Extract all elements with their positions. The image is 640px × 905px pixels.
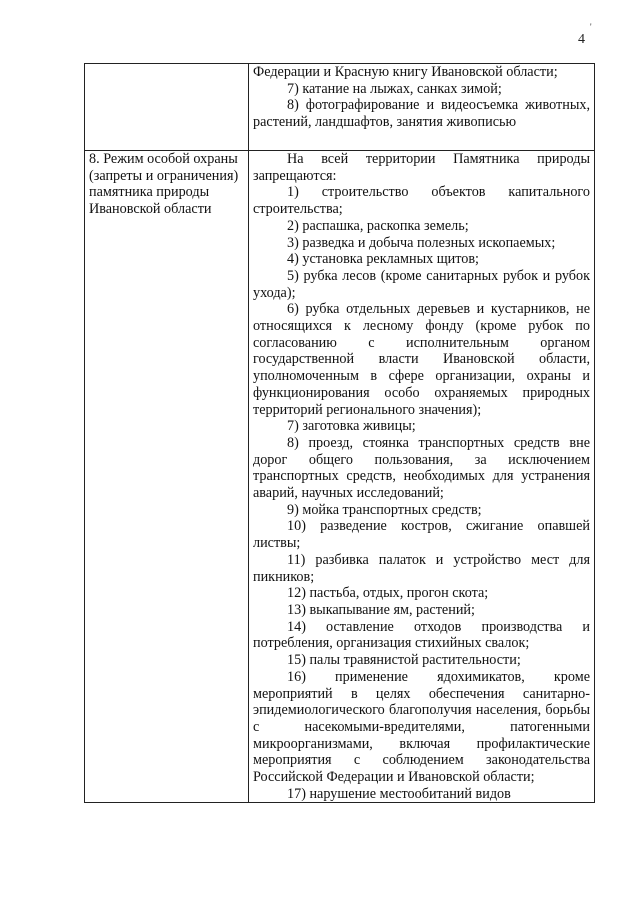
table-cell-right: [249, 64, 595, 151]
table-cell-left: [85, 64, 249, 151]
paragraph: На всей территории Памятника природы запрещаются:: [253, 151, 590, 184]
list-item: 13) выкапывание ям, растений;: [287, 601, 475, 618]
list-item: 8) проезд, стоянка транспортных средств вне дорог общего пользования, за исключением транспортных средств, необходимых для устранения аварий, научных исследований;: [253, 434, 590, 502]
list-item: 9) мойка транспортных средств;: [287, 501, 482, 518]
list-item: 17) нарушение местообитаний видов: [287, 785, 511, 802]
list-item: 1) строительство объектов капитального строительства;: [253, 184, 590, 218]
list-item: 14) оставление отходов производства и потребления, организация стихийных свалок;: [253, 618, 590, 652]
list-item: 12) пастьба, отдых, прогон скота;: [287, 585, 489, 602]
list-item: 4) установка рекламных щитов;: [287, 251, 480, 268]
list-item: 10) разведение костров, сжигание опавшей листвы;: [253, 518, 590, 552]
list-item: 3) разведка и добыча полезных ископаемых;: [287, 234, 556, 251]
table-row: [85, 151, 595, 803]
list-item: 2) распашка, раскопка земель;: [287, 217, 469, 234]
list-item: 16) применение ядохимикатов, кроме мероприятий в целях обеспечения санитарно-эпидемиологического благополучия населения, борьбы с насекомыми-вредителями, патогенными микроорганизмами, включая профилактические мероприятия с соблюдением законодательства Российской Федерации и Ивановской области;: [253, 668, 590, 786]
section-heading: 8. Режим особой охраны (запреты и ограничения) памятника природы Ивановской области: [85, 151, 249, 803]
table-row: [85, 64, 595, 151]
list-item: 7) катание на лыжах, санках зимой;: [287, 80, 502, 97]
table-cell-right: [249, 151, 595, 803]
page-number: 4: [578, 32, 585, 47]
list-item: 6) рубка отдельных деревьев и кустарников, не относящихся к лесному фонду (кроме рубок по согласованию с исполнительным органом государственной власти Ивановской области, уполномоченным в сфере организации, охраны и функционирования особо охраняемых природных территорий регионального значения);: [253, 301, 590, 418]
list-item: 15) палы травянистой растительности;: [287, 652, 521, 669]
list-item: 11) разбивка палаток и устройство мест для пикников;: [253, 551, 590, 585]
corner-mark: ': [590, 22, 592, 32]
regime-table: [84, 63, 595, 803]
list-item: 8) фотографирование и видеосъемка животных, растений, ландшафтов, занятия живописью: [253, 97, 590, 131]
list-item: 5) рубка лесов (кроме санитарных рубок и рубок ухода);: [253, 267, 590, 301]
list-item: 7) заготовка живицы;: [287, 418, 416, 435]
paragraph: Федерации и Красную книгу Ивановской области;: [253, 64, 558, 80]
